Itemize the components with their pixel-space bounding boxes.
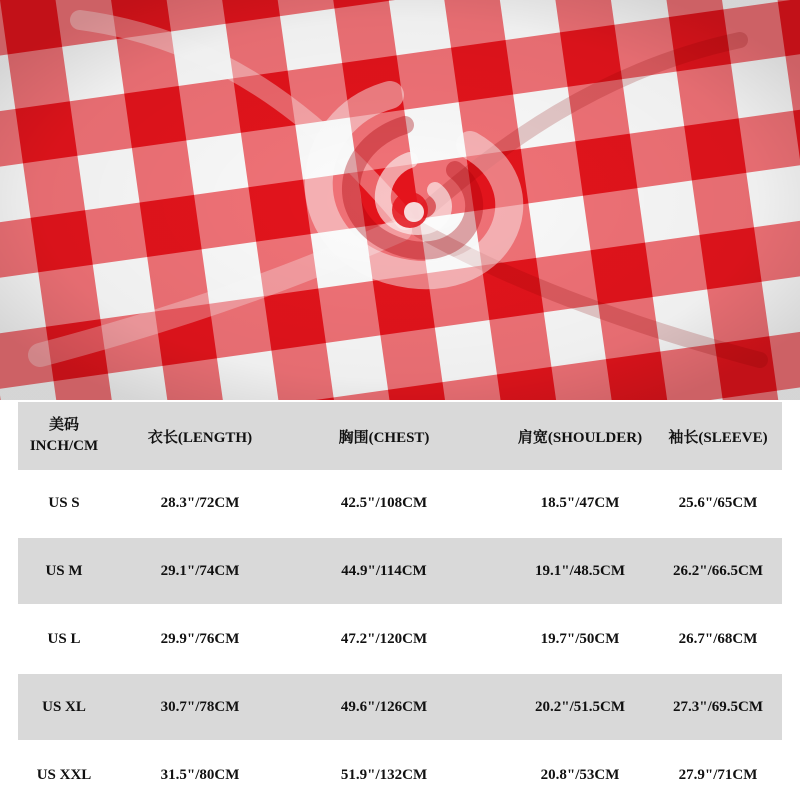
- size-cell: US S: [48, 494, 80, 511]
- table-row-us-xl: [18, 674, 782, 740]
- chest-cell: 47.2"/120CM: [340, 630, 428, 647]
- header-chest-label: 胸围(CHEST): [338, 429, 430, 446]
- sleeve-cell: 25.6"/65CM: [678, 494, 758, 511]
- length-cell: 29.9"/76CM: [160, 630, 240, 647]
- sleeve-cell: 26.2"/66.5CM: [673, 562, 763, 579]
- header-sleeve-label: 袖长(SLEEVE): [668, 429, 768, 446]
- shoulder-cell: 18.5"/47CM: [540, 494, 620, 511]
- chest-cell: 42.5"/108CM: [340, 494, 428, 511]
- sleeve-cell: 27.9"/71CM: [678, 766, 758, 783]
- chest-cell: 49.6"/126CM: [340, 698, 428, 715]
- length-cell: 31.5"/80CM: [160, 766, 240, 783]
- header-size-unit-label: INCH/CM: [29, 438, 99, 454]
- length-cell: 30.7"/78CM: [160, 698, 240, 715]
- sleeve-cell: 27.3"/69.5CM: [673, 698, 763, 715]
- shoulder-cell: 19.1"/48.5CM: [535, 562, 625, 579]
- header-size-cn-label: 美码: [48, 417, 79, 433]
- size-cell: US L: [47, 630, 81, 647]
- size-cell: US XXL: [36, 766, 92, 783]
- chest-cell: 44.9"/114CM: [341, 562, 427, 579]
- header-length-label: 衣长(LENGTH): [147, 429, 253, 446]
- length-cell: 28.3"/72CM: [160, 494, 240, 511]
- header-size-cell: [18, 402, 110, 470]
- shoulder-cell: 20.8"/53CM: [540, 766, 620, 783]
- table-row-us-s: [18, 470, 782, 536]
- size-chart-table: [18, 402, 782, 800]
- chest-cell: 51.9"/132CM: [340, 766, 428, 783]
- header-shoulder-label: 肩宽(SHOULDER): [517, 429, 643, 446]
- length-cell: 29.1"/74CM: [160, 562, 240, 579]
- table-row-us-m: [18, 538, 782, 604]
- shoulder-cell: 19.7"/50CM: [540, 630, 620, 647]
- shoulder-cell: 20.2"/51.5CM: [535, 698, 625, 715]
- sleeve-cell: 26.7"/68CM: [678, 630, 758, 647]
- size-cell: US XL: [42, 698, 86, 715]
- size-chart-header-row: [18, 402, 782, 470]
- table-row-us-l: [18, 606, 782, 672]
- table-row-us-xxl: [18, 742, 782, 800]
- size-cell: US M: [45, 562, 83, 579]
